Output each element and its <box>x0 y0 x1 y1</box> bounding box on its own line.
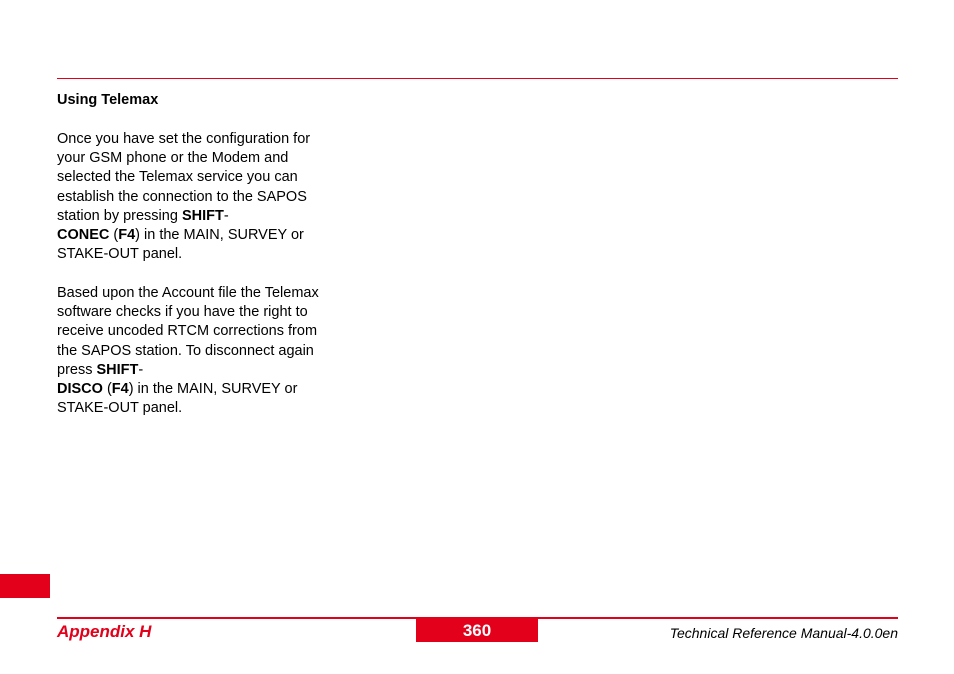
para2-dash: - <box>138 361 144 378</box>
para1-text-a: Once you have set the configuration for your GSM phone or the Modem and selected the Telemax service you can establish the connection to the SAPOS station by pressing <box>57 131 311 224</box>
para1-paren: ( <box>109 227 119 244</box>
para1-key-conec: CONEC <box>57 227 110 244</box>
footer-appendix: Appendix H <box>57 622 152 641</box>
top-rule <box>57 78 898 79</box>
para2-text-a: Based upon the Account file the Telemax software checks if you have the right to receive uncoded RTCM corrections from the SAPOS station. To disconnect again press <box>57 285 319 378</box>
chapter-side-tab <box>0 574 50 598</box>
para1-dash: - <box>223 207 229 224</box>
section-heading: Using Telemax <box>57 92 159 108</box>
para2-paren: ( <box>102 381 112 398</box>
para1-text-b: ) in the MAIN, SURVEY or STAKE-OUT panel. <box>57 227 304 263</box>
para2-text-b: ) in the MAIN, SURVEY or STAKE-OUT panel. <box>57 381 298 417</box>
page-number: 360 <box>416 619 538 642</box>
para1-fkey: F4 <box>118 227 136 244</box>
para2-key-shift: SHIFT <box>96 361 139 378</box>
para1-key-shift: SHIFT <box>181 207 224 224</box>
para2-key-disco: DISCO <box>57 381 103 398</box>
paragraph-connect <box>57 130 332 264</box>
paragraph-disconnect <box>57 284 332 418</box>
footer-manual-title: Technical Reference Manual-4.0.0en <box>669 625 898 641</box>
para2-fkey: F4 <box>111 381 129 398</box>
